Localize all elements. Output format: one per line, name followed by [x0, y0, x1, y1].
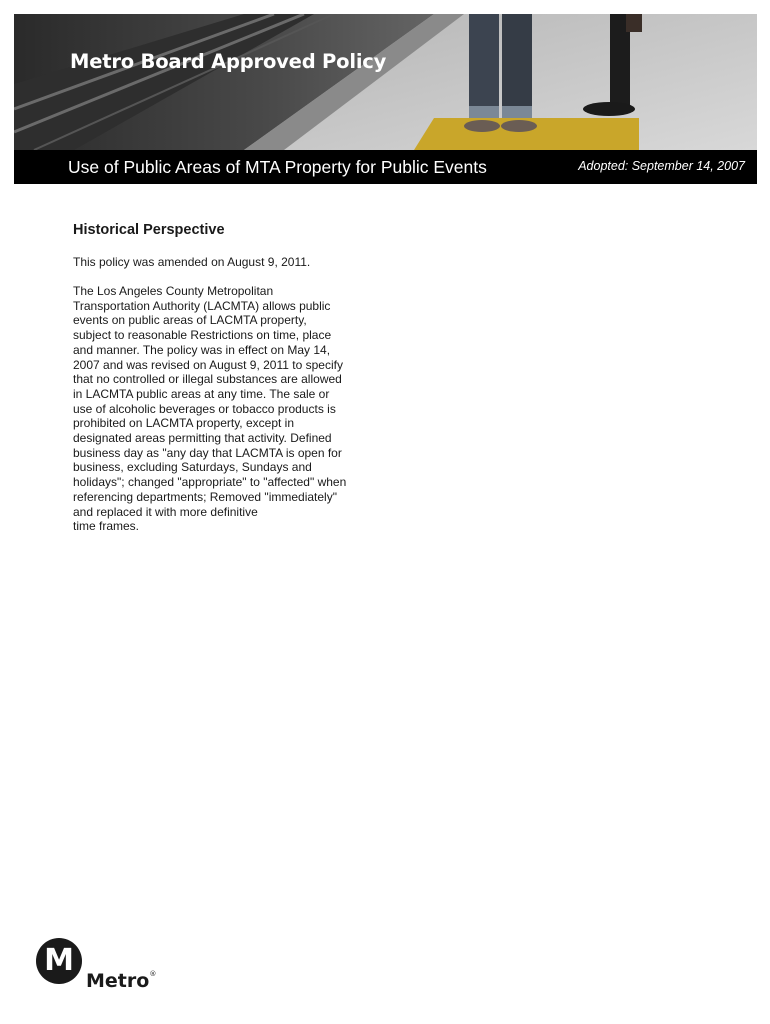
logo-wordmark-text: Metro [86, 970, 150, 992]
banner-title: Metro Board Approved Policy [70, 50, 387, 73]
registered-mark: ® [149, 970, 157, 978]
banner-photo [14, 14, 757, 150]
title-bar [14, 150, 757, 184]
logo-letter: M [44, 943, 74, 978]
document-title: Use of Public Areas of MTA Property for Public Events [68, 157, 487, 177]
adopted-date: Adopted: September 14, 2007 [578, 159, 745, 173]
amended-note: This policy was amended on August 9, 2011. [73, 255, 311, 269]
metro-logo [36, 938, 166, 998]
header-banner [14, 14, 757, 150]
section-heading: Historical Perspective [73, 222, 225, 238]
policy-body: The Los Angeles County Metropolitan Transportation Authority (LACMTA) allows public events on public areas of LACMTA property, subject to reasonable Restrictions on time, place and manner. The policy was in effect on May 14, 2007 and was revised on August 9, 2011 to specify that no controlled or illegal substances are allowed in LACMTA public areas at any time. The sale or use of alcoholic beverages or tobacco products is prohibited on LACMTA property, except in designated areas permitting that activity. Defined business day as "any day that LACMTA is open for business, excluding Saturdays, Sundays and holidays"; changed "appropriate" to "affected" when referencing departments; Removed "immediately" and replaced it with more definitive time frames. [73, 284, 347, 534]
logo-wordmark [86, 970, 156, 992]
